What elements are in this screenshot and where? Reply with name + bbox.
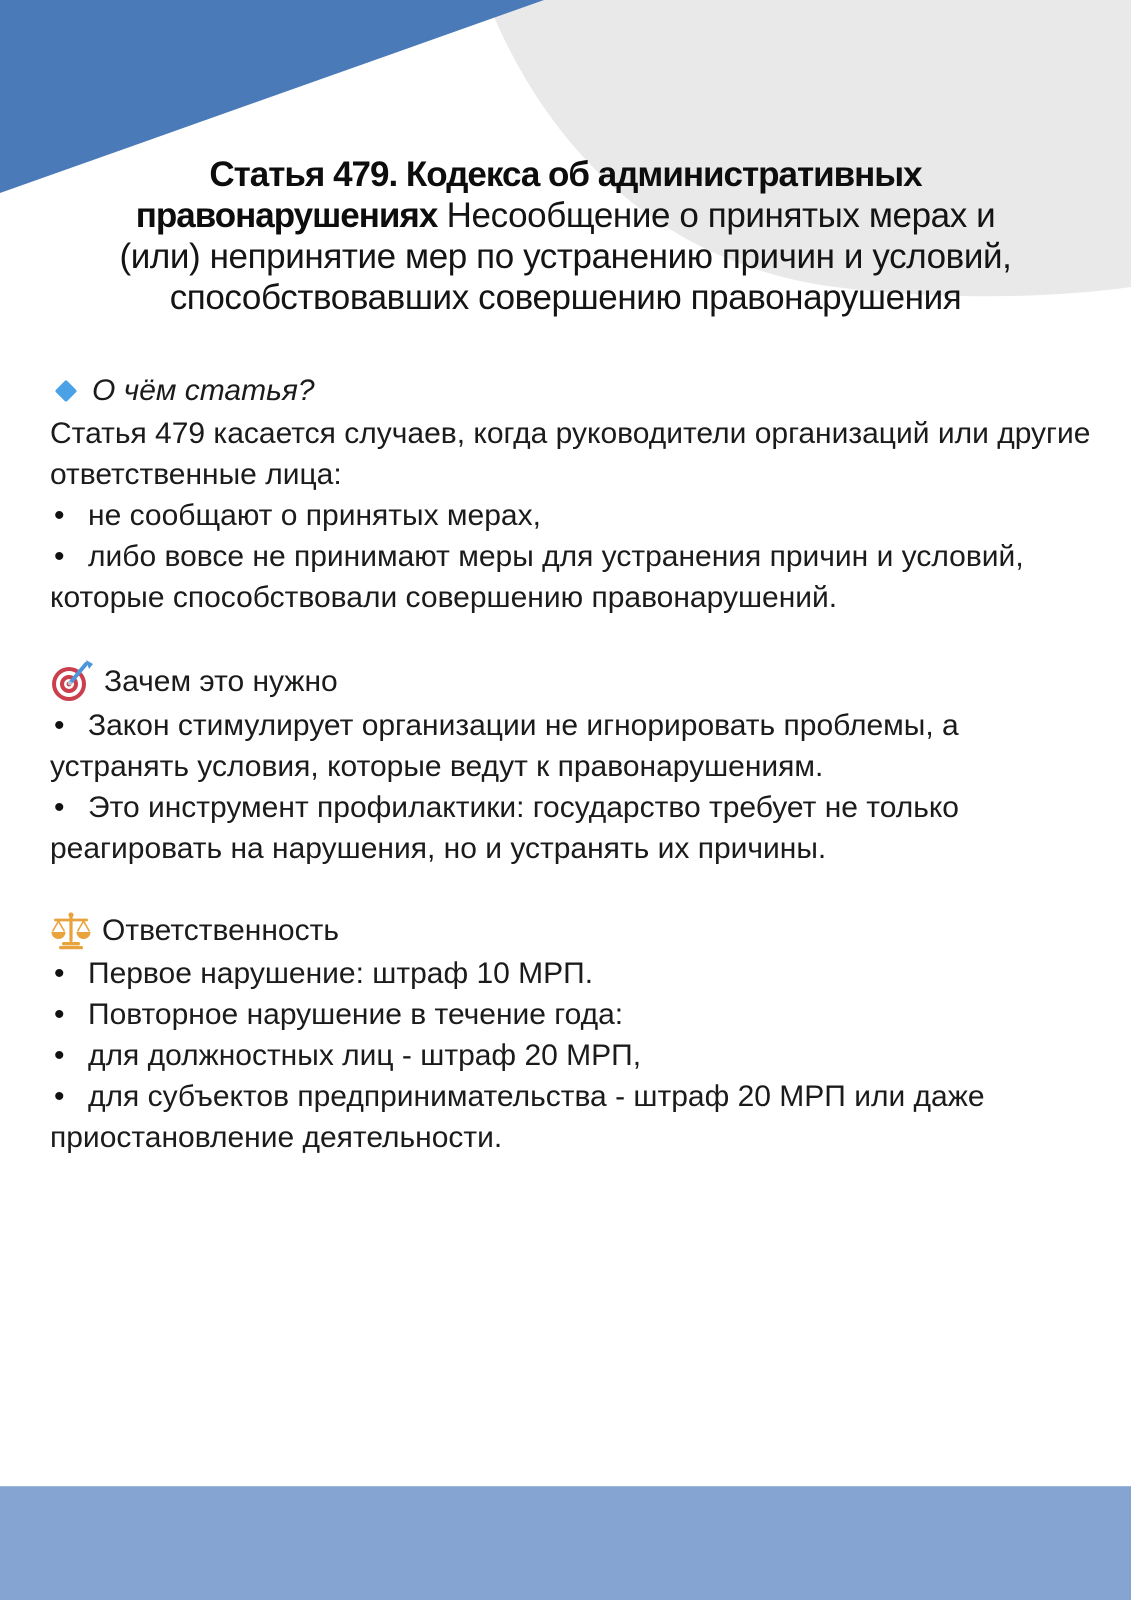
section-about-heading: О чём статья? xyxy=(92,374,315,407)
bullet-item: • Это инструмент профилактики: государство требует не только реагировать на нарушения, но и устранять их причины. xyxy=(50,787,1091,869)
section-about-header xyxy=(50,370,1091,411)
scales-icon xyxy=(50,911,92,951)
target-icon xyxy=(50,659,94,703)
article-title-line1: Статья 479. Кодекса об административных xyxy=(209,155,922,194)
bullet-item: • для субъектов предпринимательства - штраф 20 МРП или даже приостановление деятельности. xyxy=(50,1076,1091,1158)
article-title xyxy=(0,0,1131,318)
section-liability-header xyxy=(50,910,1091,951)
bullet-item: • Закон стимулирует организации не игнорировать проблемы, а устранять условия, которые ведут к правонарушениям. xyxy=(50,705,1091,787)
footer-bar xyxy=(0,1486,1131,1600)
section-purpose-header xyxy=(50,659,1091,703)
section-purpose xyxy=(50,659,1091,869)
bullet-item: • либо вовсе не принимают меры для устранения причин и условий, которые способствовали совершению правонарушений. xyxy=(50,536,1091,618)
section-about-intro: Статья 479 касается случаев, когда руководители организаций или другие ответственные лица: xyxy=(50,417,1091,491)
article-title-line2-bold: правонарушениях xyxy=(135,196,438,235)
section-about xyxy=(50,370,1091,618)
article-title-line4: способствовавших совершению правонарушения xyxy=(169,278,962,317)
bullet-item: • для должностных лиц - штраф 20 МРП, xyxy=(50,1035,1091,1076)
bullet-item: • Первое нарушение: штраф 10 МРП. xyxy=(50,953,1091,994)
article-content xyxy=(0,370,1131,1158)
article-title-line2-rest: Несообщение о принятых мерах и xyxy=(446,196,996,235)
article-title-line2 xyxy=(0,195,1131,236)
bullet-item: • Повторное нарушение в течение года: xyxy=(50,994,1091,1035)
article-title-line3: (или) непринятие мер по устранению причин и условий, xyxy=(119,237,1012,276)
section-liability-heading: Ответственность xyxy=(102,914,339,947)
blue-diamond-icon xyxy=(55,379,78,402)
section-purpose-heading: Зачем это нужно xyxy=(104,664,338,698)
section-liability xyxy=(50,910,1091,1158)
bullet-item: • не сообщают о принятых мерах, xyxy=(50,495,1091,536)
